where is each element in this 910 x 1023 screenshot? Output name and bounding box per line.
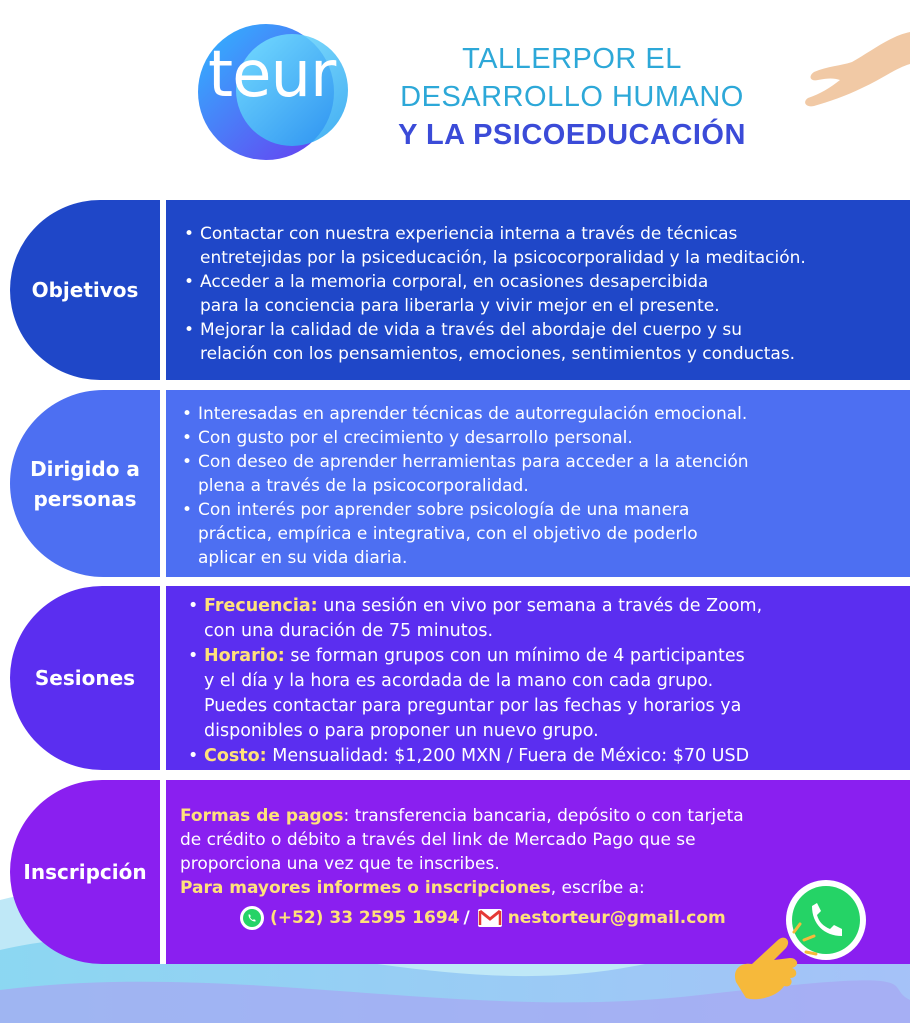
page-title — [372, 40, 772, 154]
section-objetivos — [0, 200, 910, 380]
section-sesiones — [0, 586, 910, 770]
section-body-objetivos — [166, 200, 910, 380]
contact-separator: / — [463, 908, 470, 928]
mail-icon — [478, 909, 502, 927]
list-item: • Contactar con nuestra experiencia interna a través de técnicas entretejidas por la psiceducación, la psicocorporalidad y la meditación. — [178, 222, 900, 270]
list-item-costo: • Costo: Mensualidad: $1,200 MXN / Fuera de México: $70 USD — [182, 744, 900, 769]
phone-link[interactable]: (+52) 33 2595 1694 — [270, 908, 460, 928]
title-line-3: Y LA PSICOEDUCACIÓN — [398, 119, 746, 151]
pagos-text: Formas de pagos: transferencia bancaria, depósito o con tarjeta de crédito o débito a través del link de Mercado Pago que se proporciona una vez que te inscribes. — [180, 806, 744, 874]
title-line-2: DESARROLLO HUMANO — [400, 81, 744, 113]
list-item: • Acceder a la memoria corporal, en ocasiones desapercibida para la conciencia para liberarla y vivir mejor en el presente. — [178, 270, 900, 318]
section-dirigido — [0, 390, 910, 577]
title-line-1: TALLERPOR EL — [462, 43, 682, 75]
section-body-dirigido — [166, 390, 910, 577]
informes-text: Para mayores informes o inscripciones, escríbe a: — [180, 878, 645, 898]
email-link[interactable]: nestorteur@gmail.com — [507, 908, 726, 928]
section-body-sesiones — [166, 586, 910, 770]
logo-text: teur — [208, 38, 336, 112]
list-item: • Mejorar la calidad de vida a través del abordaje del cuerpo y su relación con los pensamientos, emociones, sentimientos y conductas. — [178, 318, 900, 366]
section-label-inscripcion: Inscripción — [10, 780, 160, 964]
list-item-horario: • Horario: se forman grupos con un mínimo de 4 participantes y el día y la hora es acordada de la mano con cada grupo. Puedes contactar para preguntar por las fechas y horarios ya disponibles o para proponer un nuevo grupo. — [182, 644, 900, 744]
list-item: • Con deseo de aprender herramientas para acceder a la atención plena a través de la psicocorporalidad. — [176, 450, 900, 498]
hand-icon — [800, 22, 910, 112]
section-label-sesiones: Sesiones — [10, 586, 160, 770]
section-label-objetivos: Objetivos — [10, 200, 160, 380]
list-item-frecuencia: • Frecuencia: una sesión en vivo por semana a través de Zoom, con una duración de 75 minutos. — [182, 594, 900, 644]
list-item: • Interesadas en aprender técnicas de autorregulación emocional. — [176, 402, 900, 426]
list-item: • Con gusto por el crecimiento y desarrollo personal. — [176, 426, 900, 450]
whatsapp-icon — [240, 906, 264, 930]
list-item: • Con interés por aprender sobre psicología de una manera práctica, empírica e integrativa, con el objetivo de poderlo aplicar en su vida diaria. — [176, 498, 900, 570]
pointing-hand-icon — [728, 922, 820, 1004]
section-label-dirigido: Dirigido a personas — [10, 390, 160, 577]
